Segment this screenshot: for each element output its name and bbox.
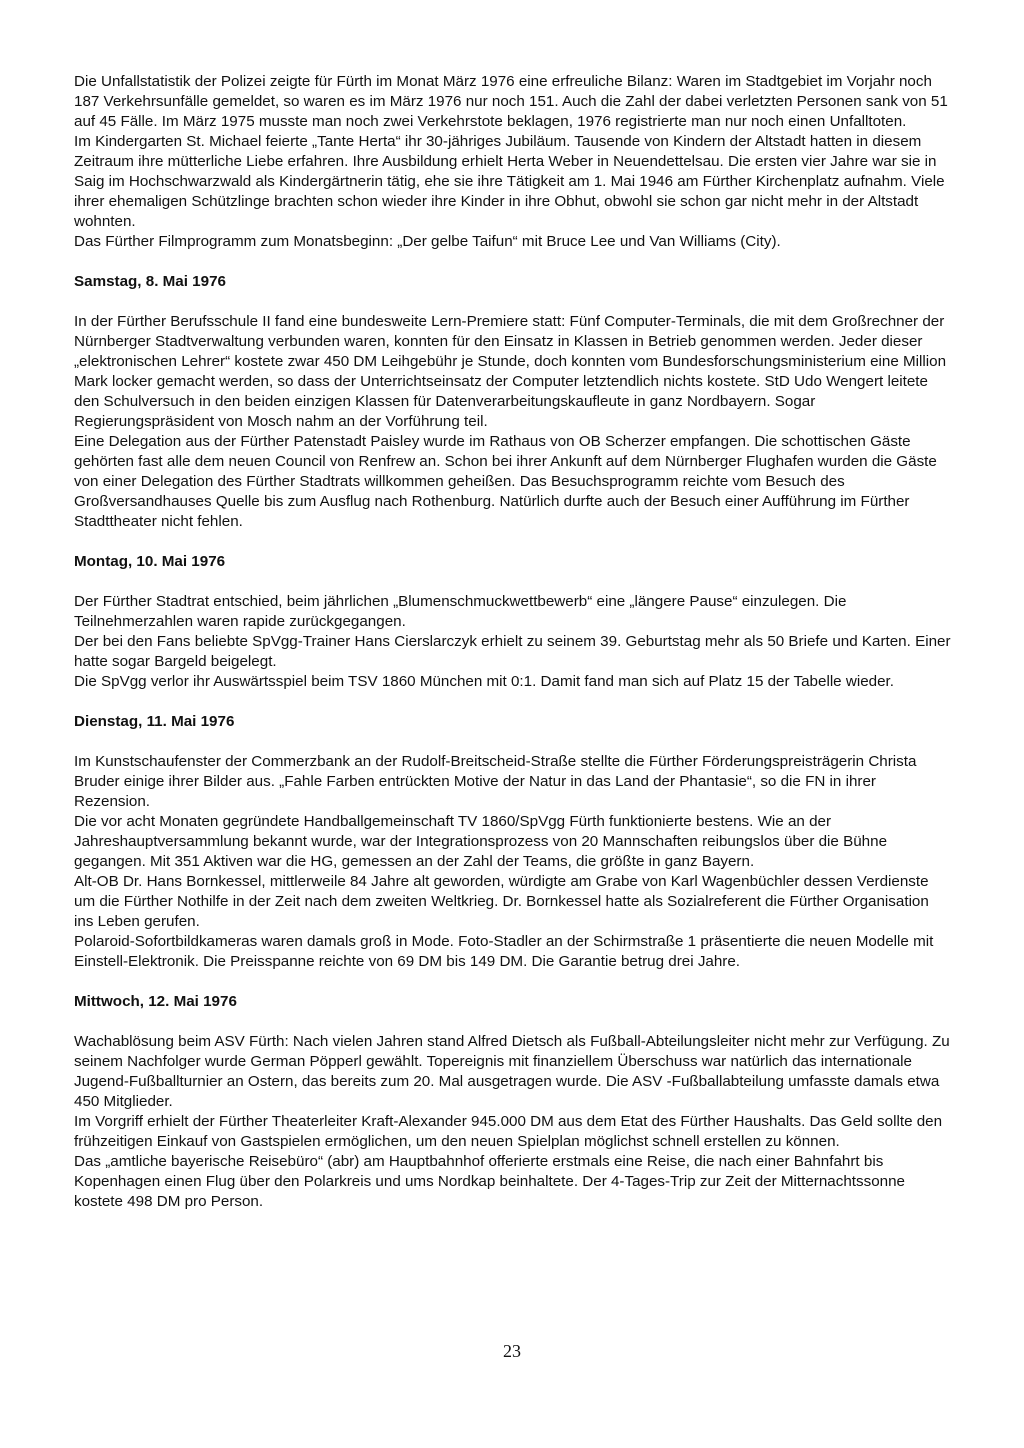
section-2-paragraph-2: Der bei den Fans beliebte SpVgg-Trainer Hans Cierslarczyk erhielt zu seinem 39. Geburtstag mehr als 50 Briefe und Karten. Einer hatte sogar Bargeld beigelegt. [74,633,951,670]
section-1-paragraph-2: Eine Delegation aus der Fürther Patenstadt Paisley wurde im Rathaus von OB Scherzer empfangen. Die schottischen Gäste gehörten fast alle dem neuen Council von Renfrew an. Schon bei ihrer Ankunft auf dem Nürnberger Flughafen wurden die Gäste von einer Delegation des Fürther Stadtrats willkommen geheißen. Das Besuchsprogramm reichte vom Besuch des Großversandhauses Quelle bis zum Ausflug nach Rothenburg. Natürlich durfte auch der Besuch einer Aufführung im Fürther Stadttheater nicht fehlen. [74,433,937,530]
intro-paragraph-1: Die Unfallstatistik der Polizei zeigte für Fürth im Monat März 1976 eine erfreuliche Bilanz: Waren im Stadtgebiet im Vorjahr noch 187 Verkehrsunfälle gemeldet, so waren es im März 1976 nur noch 151. Auch die Zahl der dabei verletzten Personen sank von 51 auf 45 Fälle. Im März 1975 musste man noch zwei Verkehrstote beklagen, 1976 registrierte man nur noch einen Unfalltoten. [74,73,948,130]
section-3-paragraph-2: Die vor acht Monaten gegründete Handballgemeinschaft TV 1860/SpVgg Fürth funktionierte bestens. Wie an der Jahreshauptversammlung bekannt wurde, war der Integrationsprozess von 20 Mannschaften reibungslos über die Bühne gegangen. Mit 351 Aktiven war die HG, gemessen an der Zahl der Teams, die größte in ganz Bayern. [74,813,888,870]
intro-paragraph-3: Das Fürther Filmprogramm zum Monatsbeginn: „Der gelbe Taifun“ mit Bruce Lee und Van Williams (City). [74,233,781,250]
section-4-paragraph-1: Wachablösung beim ASV Fürth: Nach vielen Jahren stand Alfred Dietsch als Fußball-Abteilungsleiter nicht mehr zur Verfügung. Zu seinem Nachfolger wurde German Pöpperl gewählt. Topereignis mit finanziellem Überschuss war natürlich das internationale Jugend-Fußballturnier an Ostern, das bereits zum 20. Mal ausgetragen wurde. Die ASV -Fußballabteilung umfasste damals etwa 450 Mitglieder. [74,1033,950,1110]
page-content [74,72,952,1212]
section-3-paragraph-3: Alt-OB Dr. Hans Bornkessel, mittlerweile 84 Jahre alt geworden, würdigte am Grabe von Karl Wagenbüchler dessen Verdienste um die Fürther Nothilfe in der Zeit nach dem zweiten Weltkrieg. Dr. Bornkessel hatte als Sozialreferent die Fürther Organisation ins Leben gerufen. [74,873,929,930]
section-2-paragraph-1: Der Fürther Stadtrat entschied, beim jährlichen „Blumenschmuckwettbewerb“ eine „längere Pause“ einzulegen. Die Teilnehmerzahlen waren rapide zurückgegangen. [74,593,847,630]
section-heading-dienstag-11-mai: Dienstag, 11. Mai 1976 [74,713,235,730]
section-heading-mittwoch-12-mai: Mittwoch, 12. Mai 1976 [74,993,237,1010]
section-4-paragraph-2: Im Vorgriff erhielt der Fürther Theaterleiter Kraft-Alexander 945.000 DM aus dem Etat des Fürther Haushalts. Das Geld sollte den frühzeitigen Einkauf von Gastspielen ermöglichen, um den neuen Spielplan möglichst schnell erstellen zu können. [74,1113,943,1150]
section-2-paragraph-3: Die SpVgg verlor ihr Auswärtsspiel beim TSV 1860 München mit 0:1. Damit fand man sich auf Platz 15 der Tabelle wieder. [74,673,894,690]
section-3-paragraph-1: Im Kunstschaufenster der Commerzbank an der Rudolf-Breitscheid-Straße stellte die Fürther Förderungspreisträgerin Christa Bruder einige ihrer Bilder aus. „Fahle Farben entrückten Motive der Natur in das Land der Phantasie“, so die FN in ihrer Rezension. [74,753,917,810]
section-1-paragraph-1: In der Fürther Berufsschule II fand eine bundesweite Lern-Premiere statt: Fünf Computer-Terminals, die mit dem Großrechner der Nürnberger Stadtverwaltung verbunden waren, konnten für den Einsatz in Klassen in Betrieb genommen werden. Jeder dieser „elektronischen Lehrer“ kostete zwar 450 DM Leihgebühr je Stunde, doch konnten vom Bundesforschungsministerium eine Million Mark locker gemacht werden, so dass der Unterrichtseinsatz der Computer letztendlich nichts kostete. StD Udo Wengert leitete den Schulversuch in den beiden einzigen Klassen für Datenverarbeitungskaufleute in ganz Nordbayern. Sogar Regierungspräsident von Mosch nahm an der Vorführung teil. [74,313,947,430]
section-heading-montag-10-mai: Montag, 10. Mai 1976 [74,553,226,570]
section-3-paragraph-4: Polaroid-Sofortbildkameras waren damals groß in Mode. Foto-Stadler an der Schirmstraße 1 präsentierte die neuen Modelle mit Einstell-Elektronik. Die Preisspanne reichte von 69 DM bis 149 DM. Die Garantie betrug drei Jahre. [74,933,934,970]
intro-paragraph-2: Im Kindergarten St. Michael feierte „Tante Herta“ ihr 30-jähriges Jubiläum. Tausende von Kindern der Altstadt hatten in diesem Zeitraum ihre mütterliche Liebe erfahren. Ihre Ausbildung erhielt Herta Weber in Neuendettelsau. Die ersten vier Jahre war sie in Saig im Hochschwarzwald als Kindergärtnerin tätig, ehe sie ihre Tätigkeit am 1. Mai 1946 am Fürther Kirchenplatz aufnahm. Viele ihrer ehemaligen Schützlinge brachten schon wieder ihre Kinder in ihre Obhut, obwohl sie schon gar nicht mehr in der Altstadt wohnten. [74,133,945,230]
section-heading-samstag-8-mai: Samstag, 8. Mai 1976 [74,273,226,290]
section-4-paragraph-3: Das „amtliche bayerische Reisebüro“ (abr) am Hauptbahnhof offerierte erstmals eine Reise, die nach einer Bahnfahrt bis Kopenhagen einen Flug über den Polarkreis und ums Nordkap beinhaltete. Der 4-Tages-Trip zur Zeit der Mitternachtssonne kostete 498 DM pro Person. [74,1153,905,1210]
page-number: 23 [503,1341,521,1361]
